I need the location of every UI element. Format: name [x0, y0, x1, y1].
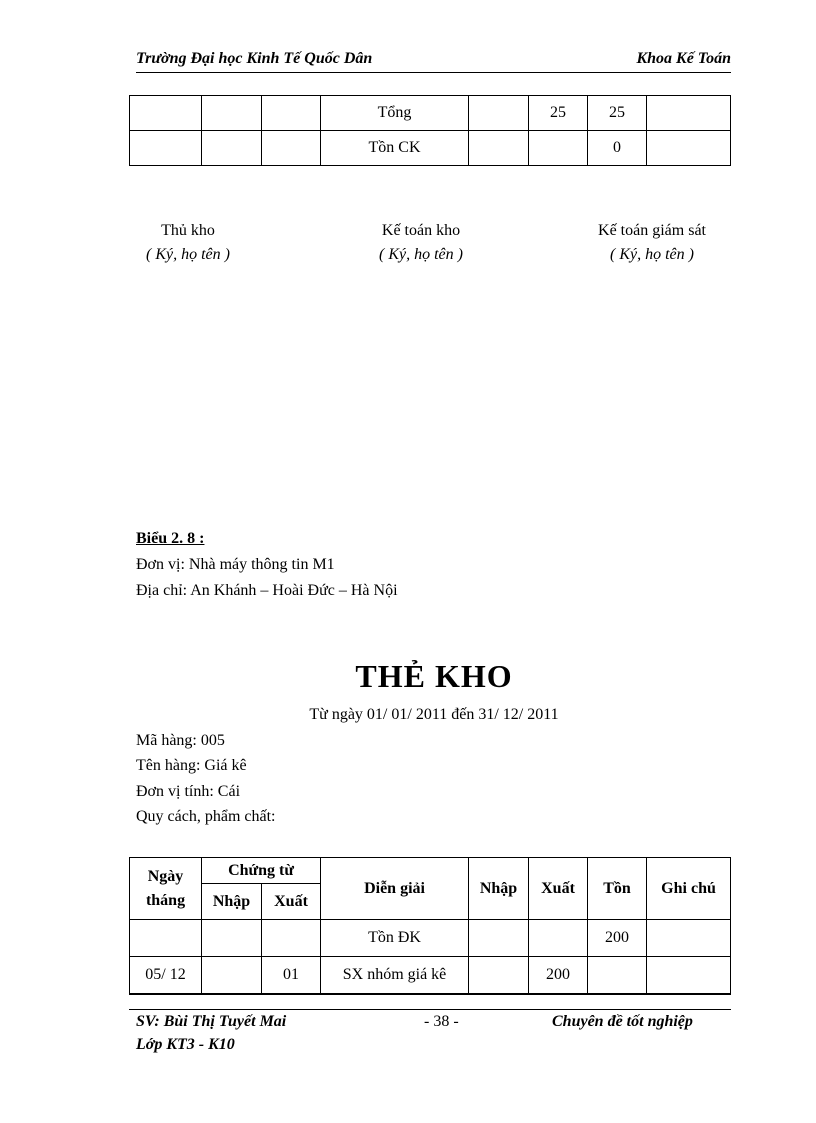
footer-class: Lớp KT3 - K10 — [136, 1036, 235, 1053]
col-description: Diễn giải — [321, 858, 469, 920]
signature-warehouse-accountant — [321, 221, 521, 267]
col-voucher-out: Xuất — [262, 884, 321, 920]
item-spec: Quy cách, phẩm chất: — [136, 808, 276, 825]
table-cell — [647, 920, 731, 957]
signature-note: ( Ký, họ tên ) — [379, 246, 463, 263]
table-cell — [202, 957, 262, 995]
signature-role: Kế toán giám sát — [598, 222, 706, 239]
table-cell — [647, 957, 731, 995]
stock-card-table — [129, 857, 731, 995]
table-cell: 200 — [529, 957, 588, 995]
table-cell — [262, 131, 321, 166]
table-cell — [647, 131, 731, 166]
table-cell — [469, 131, 529, 166]
table-cell: Tổng — [321, 96, 469, 131]
table-cell: SX nhóm giá kê — [321, 957, 469, 995]
section-address: Địa chỉ: An Khánh – Hoài Đức – Hà Nội — [136, 582, 398, 599]
table-row — [130, 96, 731, 131]
col-out: Xuất — [529, 858, 588, 920]
card-period: Từ ngày 01/ 01/ 2011 đến 31/ 12/ 2011 — [309, 706, 559, 723]
table-cell: Tồn ĐK — [321, 920, 469, 957]
table-cell: 01 — [262, 957, 321, 995]
table-cell — [202, 96, 262, 131]
table-cell: 200 — [588, 920, 647, 957]
table-cell — [529, 131, 588, 166]
signature-role: Kế toán kho — [381, 222, 461, 239]
item-name: Tên hàng: Giá kê — [136, 757, 247, 774]
footer-thesis: Chuyên đề tốt nghiệp — [552, 1013, 693, 1030]
table-cell — [469, 96, 529, 131]
table-row — [130, 957, 731, 995]
signature-role: Thủ kho — [161, 222, 215, 239]
signature-storekeeper — [88, 221, 288, 267]
card-title: THẺ KHO — [355, 658, 513, 694]
signature-supervisor — [552, 221, 752, 267]
table-cell: 0 — [588, 131, 647, 166]
stock-table-continued — [129, 95, 731, 166]
table-cell — [529, 920, 588, 957]
table-row — [130, 920, 731, 957]
section-label: Biểu 2. 8 : — [136, 530, 205, 547]
page-number: - 38 - — [424, 1013, 459, 1030]
table-cell — [469, 957, 529, 995]
footer-student: SV: Bùi Thị Tuyết Mai — [136, 1013, 287, 1030]
col-voucher-in: Nhập — [202, 884, 262, 920]
footer-divider — [129, 1009, 731, 1010]
table-cell — [262, 920, 321, 957]
col-voucher: Chứng từ — [202, 858, 321, 884]
table-cell — [588, 957, 647, 995]
header-faculty: Khoa Kế Toán — [636, 50, 731, 67]
item-code: Mã hàng: 005 — [136, 732, 225, 749]
table-cell — [202, 131, 262, 166]
col-in: Nhập — [469, 858, 529, 920]
header-university: Trường Đại học Kinh Tế Quốc Dân — [136, 50, 373, 67]
table-cell — [647, 96, 731, 131]
table-cell: 25 — [529, 96, 588, 131]
col-note: Ghi chú — [647, 858, 731, 920]
col-balance: Tồn — [588, 858, 647, 920]
table-cell: 05/ 12 — [130, 957, 202, 995]
table-cell — [262, 96, 321, 131]
signature-note: ( Ký, họ tên ) — [610, 246, 694, 263]
table-cell — [469, 920, 529, 957]
table-cell: 25 — [588, 96, 647, 131]
page-header — [136, 50, 731, 73]
table-cell: Tồn CK — [321, 131, 469, 166]
col-date: Ngày tháng — [130, 858, 202, 920]
table-cell — [130, 96, 202, 131]
table-cell — [130, 131, 202, 166]
signature-note: ( Ký, họ tên ) — [146, 246, 230, 263]
table-row — [130, 131, 731, 166]
table-cell — [202, 920, 262, 957]
section-unit: Đơn vị: Nhà máy thông tin M1 — [136, 556, 335, 573]
table-cell — [130, 920, 202, 957]
item-unit: Đơn vị tính: Cái — [136, 783, 241, 800]
